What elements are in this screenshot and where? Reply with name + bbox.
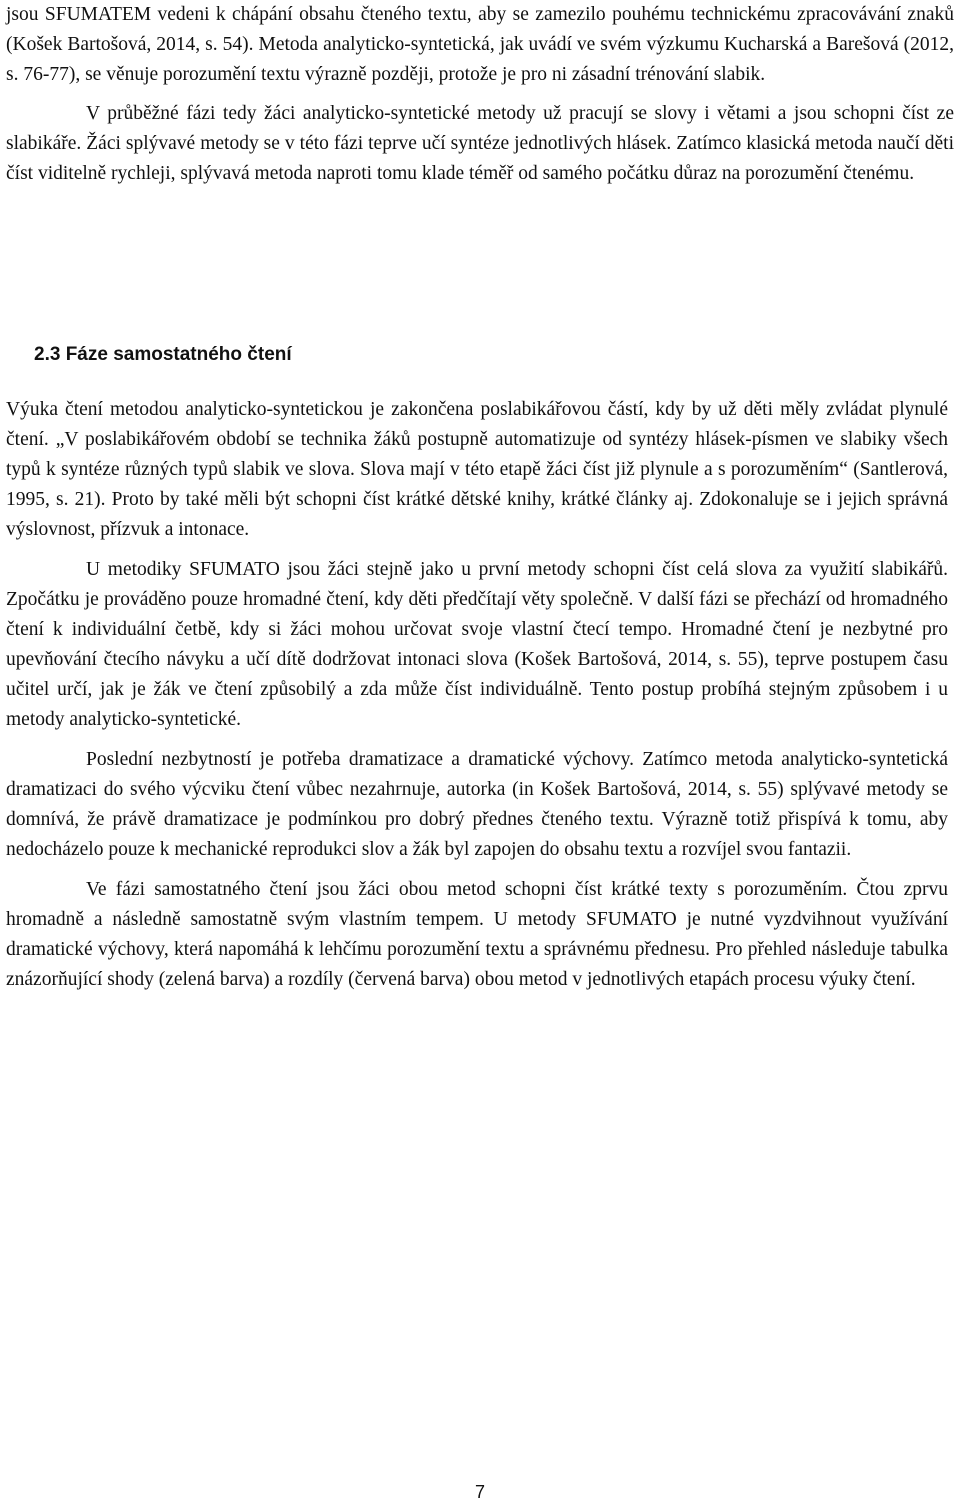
page-number: 7 (474, 1482, 485, 1502)
paragraph-analytic-synthetic: Výuka čtení metodou analyticko-syntetickou je zakončena poslabikářovou částí, kdy by už děti měly zvládat plynulé čtení. „V poslabikářovém období se technika žáků postupně automatizuje od syntézy hlásek-písmen ve slabiky všech typů k syntéze různých typů slabik ve slova. Slova mají v této etapě žáci číst již plynule a s porozuměním“ (Santlerová, 1995, s. 21). Proto by také měli být schopni číst krátké dětské knihy, krátké články aj. Zdokonaluje se i jejich správná výslovnost, přízvuk a intonace. (6, 399, 948, 540)
paragraph-dramatization: Poslední nezbytností je potřeba dramatizace a dramatické výchovy. Zatímco metoda analyticko-syntetická dramatizaci do svého výcviku čtení vůbec nezahrnuje, autorka (in Košek Bartošová, 2014, s. 55) splývavé metody se domnívá, že právě dramatizace je podmínkou pro dobrý přednes čteného textu. Výrazně totiž přispívá k tomu, aby nedocházelo pouze k mechanické reprodukci slov a žák byl zapojen do obsahu textu a rozvíjel svou fantazii. (6, 749, 948, 860)
document-page (6, 0, 954, 189)
paragraph-sfumato-method: U metodiky SFUMATO jsou žáci stejně jako u první metody schopni číst celá slova za využití slabikářů. Zpočátku je prováděno pouze hromadné čtení, kdy děti předčítají věty společně. V další fázi se přechází od hromadného čtení k individuální četbě, kdy si žáci mohou určovat svoje vlastní čtecí tempo. Hromadné čtení je nezbytné pro upevňování čtecího návyku a učí dítě dodržovat intonaci slova (Košek Bartošová, 2014, s. 55), teprve postupem času učitel určí, jak je žák ve čtení způsobilý a zda může číst individuálně. Tento postup probíhá stejným způsobem i u metody analyticko-syntetické. (6, 559, 948, 730)
paragraph-summary: Ve fázi samostatného čtení jsou žáci obou metod schopni číst krátké texty s porozuměním. Čtou zprvu hromadně a následně samostatně svým vlastním tempem. U metody SFUMATO je nutné vyzdvihnout využívání dramatické výchovy, která napomáhá k lehčímu porozumění textu a správnému přednesu. Pro přehled následuje tabulka znázorňující shody (zelená barva) a rozdíly (červená barva) obou metod v jednotlivých etapách procesu výuky čtení. (6, 879, 948, 990)
section-heading: 2.3 Fáze samostatného čtení (34, 344, 292, 365)
paragraph-continuation: jsou SFUMATEM vedeni k chápání obsahu čteného textu, aby se zamezilo pouhému technickému zpracovávání znaků (Košek Bartošová, 2014, s. 54). Metoda analyticko-syntetická, jak uvádí ve svém výzkumu Kucharská a Barešová (2012, s. 76-77), se věnuje porozumění textu výrazně později, protože je pro ni zásadní trénování slabik. (6, 4, 954, 85)
paragraph-progress-phase: V průběžné fázi tedy žáci analyticko-syntetické metody už pracují se slovy i větami a jsou schopni číst ze slabikáře. Žáci splývavé metody se v této fázi teprve učí syntéze jednotlivých hlásek. Zatímco klasická metoda naučí děti číst viditelně rychleji, splývavá metoda naproti tomu klade téměř od samého počátku důraz na porozumění čtenému. (6, 103, 954, 184)
section-body (0, 395, 948, 995)
